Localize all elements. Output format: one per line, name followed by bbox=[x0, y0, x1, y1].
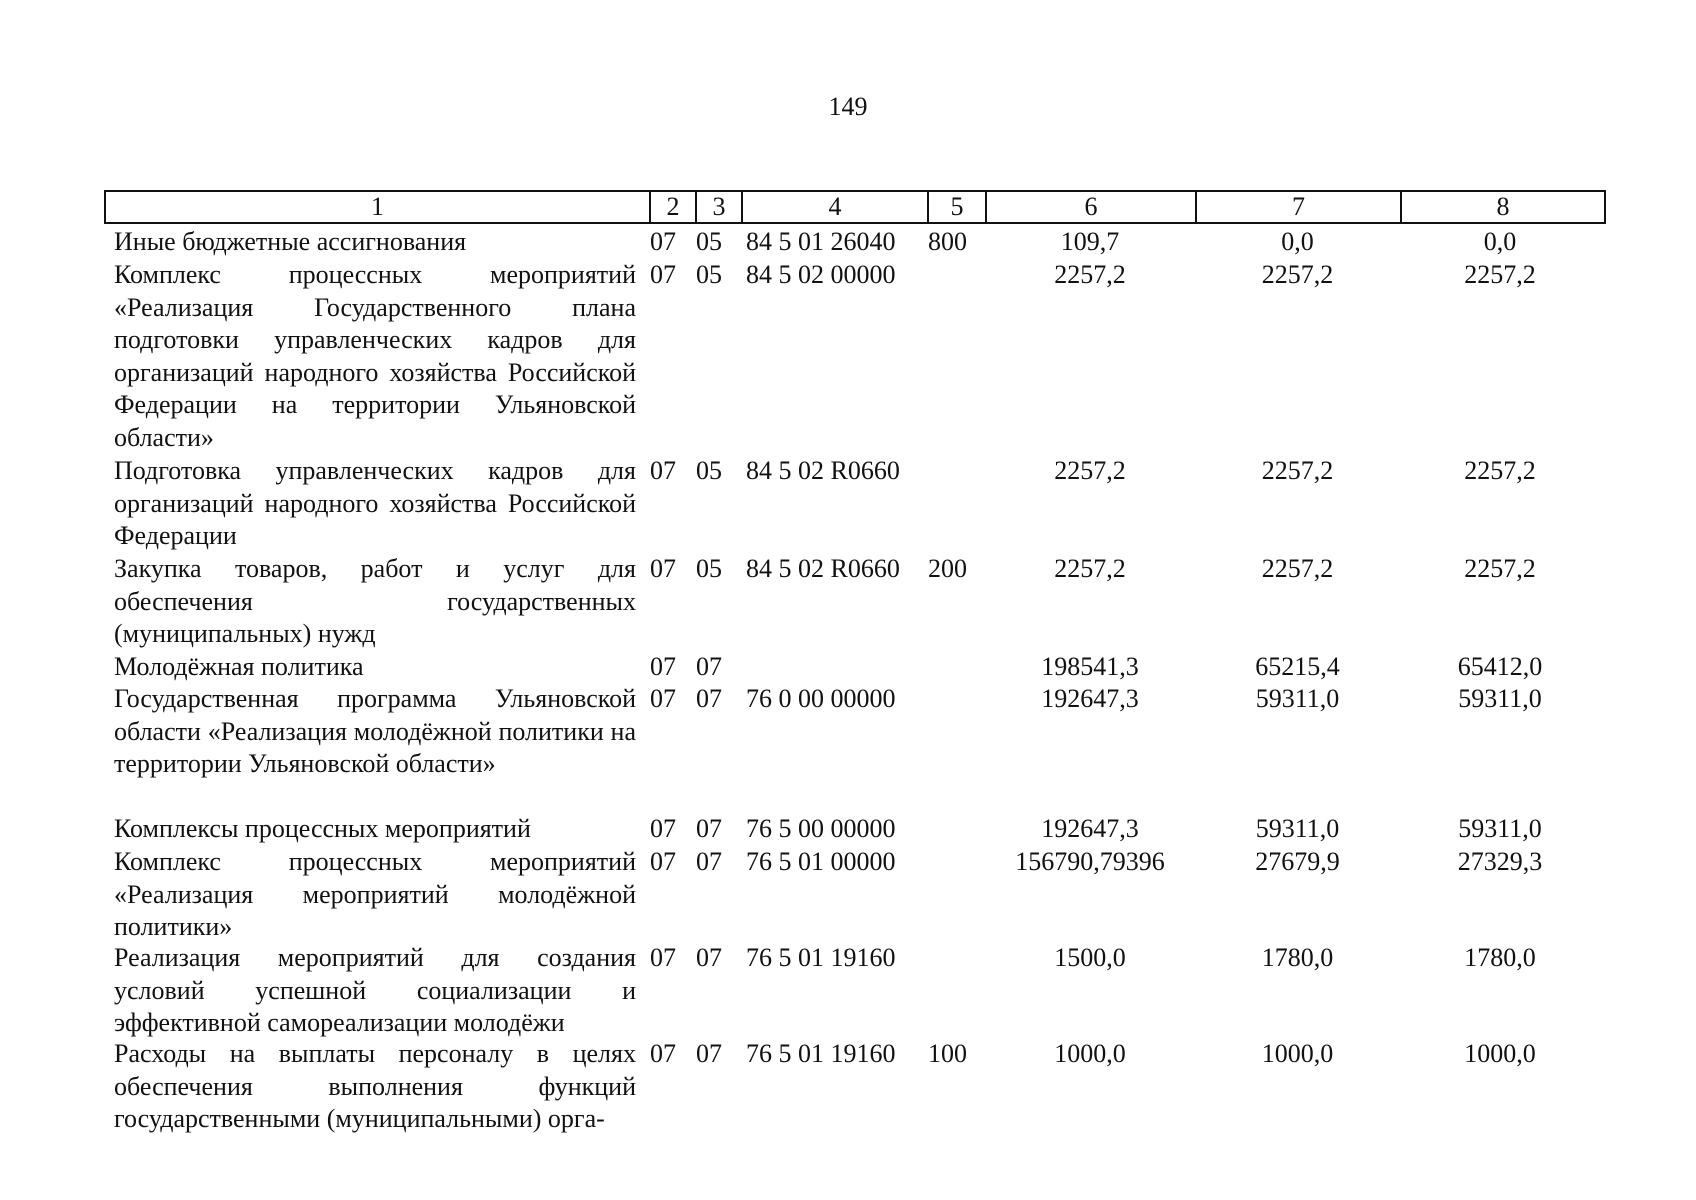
row-value-8: 59311,0 bbox=[1458, 814, 1542, 843]
row-subsection: 05 bbox=[696, 456, 722, 485]
header-col-7: 7 bbox=[1196, 191, 1401, 223]
row-value-6: 1000,0 bbox=[1054, 1039, 1126, 1068]
row-section: 07 bbox=[650, 1039, 676, 1068]
table-row bbox=[0, 683, 1696, 813]
row-target-code: 76 5 01 19160 bbox=[746, 943, 896, 972]
row-value-6: 192647,3 bbox=[1041, 814, 1139, 843]
row-value-8: 2257,2 bbox=[1464, 260, 1536, 289]
row-expense-type: 800 bbox=[928, 227, 967, 256]
row-value-8: 65412,0 bbox=[1457, 652, 1543, 681]
row-value-7: 27679,9 bbox=[1255, 847, 1340, 876]
row-target-code: 76 5 00 00000 bbox=[746, 814, 896, 843]
row-value-8: 1000,0 bbox=[1464, 1039, 1536, 1068]
table-row bbox=[0, 455, 1696, 553]
row-target-code: 76 5 01 00000 bbox=[746, 847, 896, 876]
row-value-7: 1780,0 bbox=[1261, 943, 1334, 972]
row-value-7: 65215,4 bbox=[1255, 652, 1340, 681]
row-value-8: 27329,3 bbox=[1457, 847, 1543, 876]
row-section: 07 bbox=[650, 684, 676, 713]
budget-table-body bbox=[0, 226, 1696, 1138]
row-section: 07 bbox=[650, 227, 676, 256]
row-value-8: 2257,2 bbox=[1464, 456, 1536, 485]
row-value-8: 2257,2 bbox=[1464, 554, 1536, 583]
table-row bbox=[0, 1038, 1696, 1138]
row-target-code: 76 5 01 19160 bbox=[746, 1039, 896, 1068]
row-section: 07 bbox=[650, 652, 676, 681]
row-value-6: 156790,79396 bbox=[1015, 847, 1165, 876]
header-col-4: 4 bbox=[742, 191, 928, 223]
row-expense-type: 200 bbox=[928, 554, 967, 583]
row-section: 07 bbox=[650, 260, 676, 289]
table-row bbox=[0, 942, 1696, 1038]
row-subsection: 07 bbox=[696, 652, 722, 681]
row-subsection: 07 bbox=[696, 684, 722, 713]
row-value-8: 59311,0 bbox=[1458, 684, 1542, 713]
row-subsection: 05 bbox=[696, 227, 722, 256]
row-name: Комплексы процессных мероприятий bbox=[114, 814, 531, 843]
header-col-3: 3 bbox=[696, 191, 742, 223]
row-value-7: 59311,0 bbox=[1255, 814, 1340, 843]
row-subsection: 07 bbox=[696, 943, 722, 972]
row-value-7: 0,0 bbox=[1281, 227, 1314, 256]
table-row bbox=[0, 226, 1696, 259]
row-value-6: 198541,3 bbox=[1041, 652, 1139, 681]
table-row bbox=[0, 259, 1696, 455]
row-section: 07 bbox=[650, 814, 676, 843]
row-name: Молодёжная политика bbox=[114, 652, 364, 681]
row-value-6: 2257,2 bbox=[1054, 456, 1126, 485]
row-subsection: 07 bbox=[696, 814, 722, 843]
row-name: Комплекс процессных мероприятий «Реализация мероприятий молодёжной политики» bbox=[114, 847, 636, 941]
table-row bbox=[0, 813, 1696, 846]
row-expense-type: 100 bbox=[928, 1039, 967, 1068]
row-target-code: 84 5 02 R0660 bbox=[746, 554, 900, 583]
row-name: Реализация мероприятий для создания условий успешной социализации и эффективной самореализации молодёжи bbox=[114, 943, 636, 1037]
row-section: 07 bbox=[650, 943, 676, 972]
row-subsection: 05 bbox=[696, 554, 722, 583]
row-value-7: 1000,0 bbox=[1261, 1039, 1334, 1068]
row-value-7: 2257,2 bbox=[1261, 456, 1334, 485]
header-col-1: 1 bbox=[105, 191, 650, 223]
page-number: 149 bbox=[828, 92, 868, 121]
table-row bbox=[0, 846, 1696, 942]
row-target-code: 84 5 01 26040 bbox=[746, 227, 896, 256]
header-col-5: 5 bbox=[928, 191, 986, 223]
row-name: Расходы на выплаты персоналу в целях обеспечения выполнения функций государственными (муниципальными) орга- bbox=[114, 1039, 636, 1133]
row-subsection: 05 bbox=[696, 260, 722, 289]
header-col-2: 2 bbox=[650, 191, 696, 223]
row-name: Комплекс процессных мероприятий «Реализация Государственного плана подготовки управленческих кадров для организаций народного хозяйства Российской Федерации на территории Ульяновской области» bbox=[114, 260, 636, 452]
row-value-6: 1500,0 bbox=[1054, 943, 1126, 972]
row-value-7: 2257,2 bbox=[1261, 554, 1334, 583]
row-subsection: 07 bbox=[696, 847, 722, 876]
row-target-code: 84 5 02 R0660 bbox=[746, 456, 900, 485]
row-section: 07 bbox=[650, 847, 676, 876]
row-value-8: 0,0 bbox=[1483, 227, 1517, 256]
row-name: Подготовка управленческих кадров для организаций народного хозяйства Российской Федерации bbox=[114, 456, 636, 550]
row-value-7: 59311,0 bbox=[1255, 684, 1340, 713]
table-header bbox=[104, 190, 1606, 224]
row-section: 07 bbox=[650, 456, 676, 485]
row-name: Закупка товаров, работ и услуг для обеспечения государственных (муниципальных) нужд bbox=[114, 554, 636, 648]
row-value-7: 2257,2 bbox=[1261, 260, 1334, 289]
row-target-code: 76 0 00 00000 bbox=[746, 684, 896, 713]
row-name: Государственная программа Ульяновской области «Реализация молодёжной политики на территории Ульяновской области» bbox=[114, 684, 636, 778]
row-value-8: 1780,0 bbox=[1464, 943, 1536, 972]
row-section: 07 bbox=[650, 554, 676, 583]
row-value-6: 109,7 bbox=[1060, 227, 1120, 256]
row-value-6: 2257,2 bbox=[1054, 554, 1126, 583]
header-col-8: 8 bbox=[1401, 191, 1605, 223]
table-row bbox=[0, 553, 1696, 651]
row-value-6: 2257,2 bbox=[1054, 260, 1126, 289]
header-col-6: 6 bbox=[986, 191, 1196, 223]
row-target-code: 84 5 02 00000 bbox=[746, 260, 896, 289]
table-row bbox=[0, 651, 1696, 683]
row-subsection: 07 bbox=[696, 1039, 722, 1068]
row-value-6: 192647,3 bbox=[1041, 684, 1139, 713]
row-name: Иные бюджетные ассигнования bbox=[114, 227, 467, 256]
